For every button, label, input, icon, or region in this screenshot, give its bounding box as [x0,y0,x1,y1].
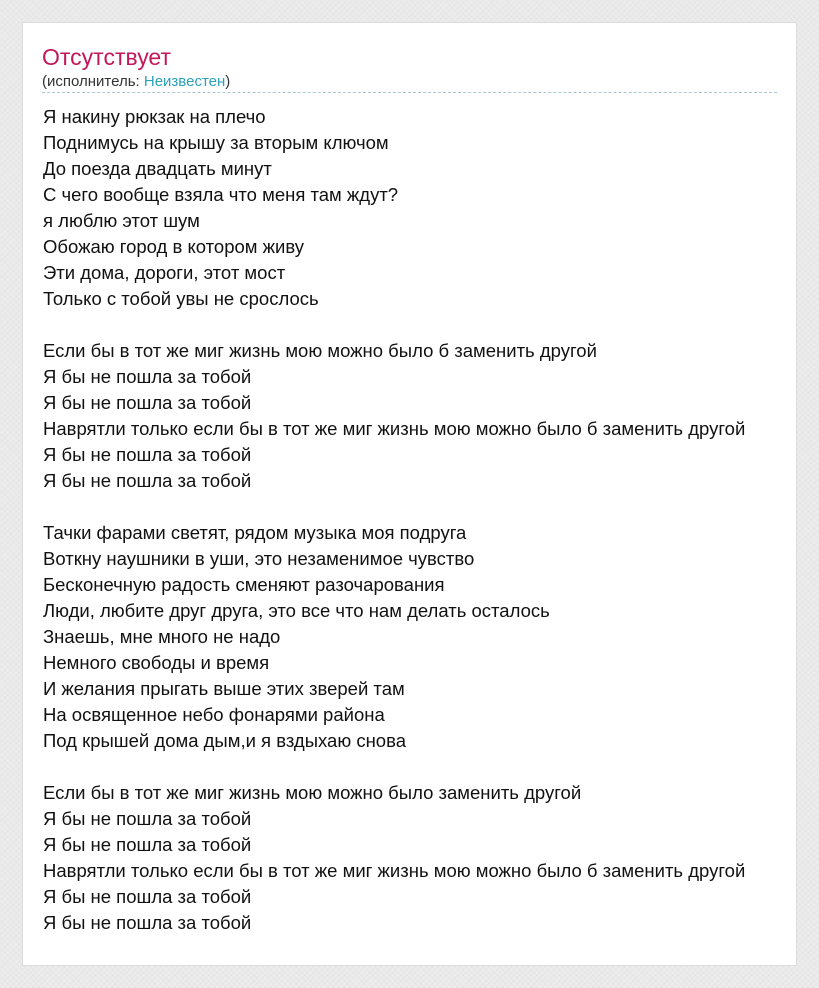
lyric-line: Немного свободы и время [43,652,270,673]
lyric-line: Только с тобой увы не срослось [43,288,319,309]
lyric-line: Поднимусь на крышу за вторым ключом [43,132,389,153]
lyric-line: Я бы не пошла за тобой [43,444,252,465]
lyric-line: Если бы в тот же миг жизнь мою можно было заменить другой [43,782,582,803]
lyric-line: Бесконечную радость сменяют разочарования [43,574,445,595]
lyric-blank-line [43,494,745,520]
lyric-line: Я бы не пошла за тобой [43,834,252,855]
lyric-line: Наврятли только если бы в тот же миг жизнь мою можно было б заменить другой [43,418,746,439]
lyric-line: Я бы не пошла за тобой [43,470,252,491]
lyric-line: Я бы не пошла за тобой [43,886,252,907]
lyric-line: На освященное небо фонарями района [43,704,385,725]
lyric-line: С чего вообще взяла что меня там ждут? [43,184,399,205]
lyric-line: Знаешь, мне много не надо [43,626,281,647]
lyric-line: Я накину рюкзак на плечо [43,106,266,127]
lyric-line: Обожаю город в котором живу [43,236,305,257]
artist-link[interactable]: Неизвестен [143,73,226,90]
divider [42,92,777,93]
artist-prefix: (исполнитель: [42,73,144,90]
lyric-line: Под крышей дома дым,и я вздыхаю снова [43,730,407,751]
lyric-line: я люблю этот шум [43,210,200,231]
lyric-line: Я бы не пошла за тобой [43,912,252,933]
artist-suffix: ) [225,73,231,90]
artist-line [42,73,230,91]
lyric-blank-line [43,312,745,338]
lyric-line: Воткну наушники в уши, это незаменимое чувство [43,548,475,569]
song-title: Отсутствует [42,44,171,70]
lyric-line: Тачки фарами светят, рядом музыка моя подруга [43,522,467,543]
lyric-line: До поезда двадцать минут [43,158,272,179]
lyric-line: Люди, любите друг друга, это все что нам делать осталось [43,600,550,621]
lyric-line: Если бы в тот же миг жизнь мою можно было б заменить другой [43,340,597,361]
lyric-line: Я бы не пошла за тобой [43,366,252,387]
lyrics-text [43,104,745,936]
lyric-line: И желания прыгать выше этих зверей там [43,678,405,699]
lyric-blank-line [43,754,745,780]
lyric-line: Эти дома, дороги, этот мост [43,262,286,283]
lyric-line: Я бы не пошла за тобой [43,808,252,829]
lyric-line: Наврятли только если бы в тот же миг жизнь мою можно было б заменить другой [43,860,746,881]
lyric-line: Я бы не пошла за тобой [43,392,252,413]
